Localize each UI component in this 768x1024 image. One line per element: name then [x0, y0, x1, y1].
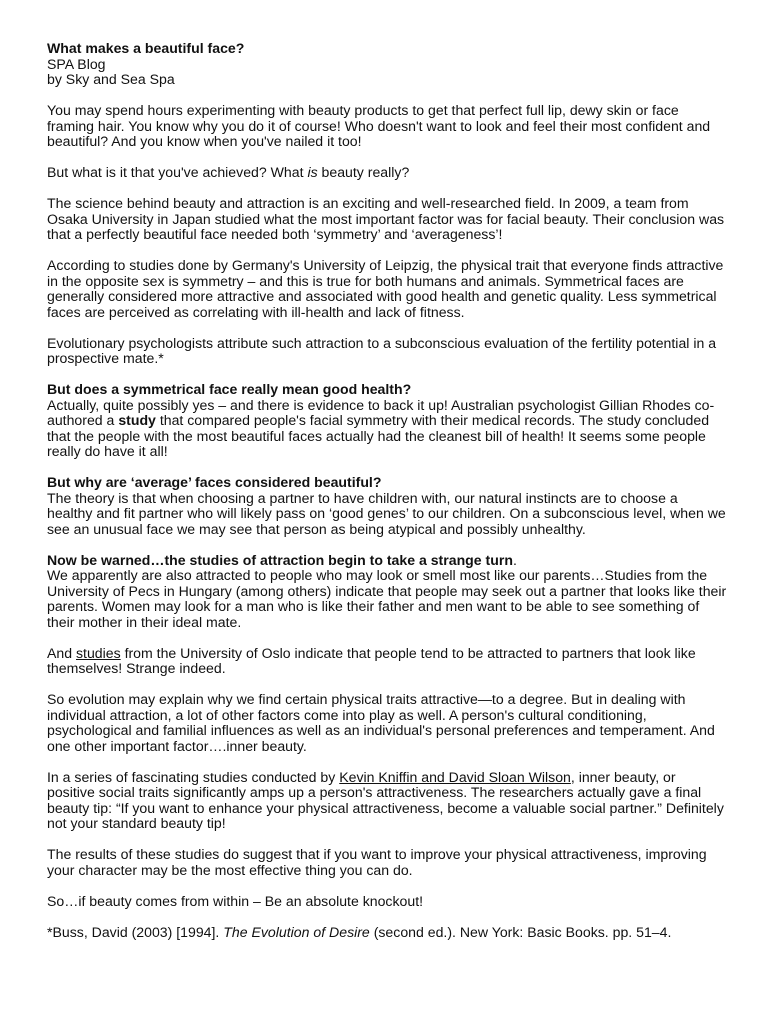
intro-paragraph-4: According to studies done by Germany's University of Leipzig, the physical trait that everyone finds attractive in the opposite sex is symmetry – and this is true for both humans and animals. Symmetrical faces are generally considered more attractive and associated with good health and genetic quality. Less symmetrical faces are perceived as correlating with ill-health and lack of fitness. — [47, 257, 724, 320]
inner-beauty-paragraph — [47, 770, 727, 832]
intro-p2-emphasis: is — [307, 164, 318, 180]
intro-paragraph-1: You may spend hours experimenting with beauty products to get that perfect full lip, dewy skin or face framing hair. You know why you do it of course! Who doesn't want to look and feel their most confident and beautiful? And you know when you've nailed it too! — [47, 102, 711, 149]
inner-beauty-text-b: , inner beauty, or positive social traits significantly amps up a person's attractiveness. The researchers actually gave a final beauty tip: “If you want to enhance your physical attractiveness, become a valuable social partner.” Definitely not your standard beauty tip! — [47, 768, 724, 831]
document-header — [47, 41, 727, 88]
intro-paragraph-5: Evolutionary psychologists attribute such attraction to a subconscious evaluation of the fertility potential in a prospective mate.* — [47, 334, 717, 366]
footnote-text-a: *Buss, David (2003) [1994]. — [47, 923, 224, 940]
section-average — [47, 475, 727, 537]
blog-name: SPA Blog — [47, 55, 106, 72]
oslo-text-b: from the University of Oslo indicate that people tend to be attracted to partners that look like themselves! Strange indeed. — [47, 644, 696, 676]
studies-link[interactable]: studies — [76, 644, 121, 661]
intro-paragraph-3: The science behind beauty and attraction is an exciting and well-researched field. In 2009, a team from Osaka University in Japan studied what the most important factor was for facial beauty. Their conclusion was that a perfectly beautiful face needed both ‘symmetry’ and ‘averageness’! — [47, 195, 725, 242]
intro-p2-text-b: beauty really? — [317, 164, 410, 180]
footnote-text-b: (second ed.). New York: Basic Books. pp. 51–4. — [369, 923, 672, 940]
section-warning-text: We apparently are also attracted to people who may look or smell most like our parents…Studies from the University of Pecs in Hungary (among others) indicate that people may seek out a partner that looks like their parents. Women may look for a man who is like their father and men want to be able to see something of their mother in their ideal mate. — [47, 567, 727, 630]
section-average-text: The theory is that when choosing a partner to have children with, our natural instincts are to choose a healthy and fit partner who will likely pass on ‘good genes’ to our children. On a subconscious level, when we see an unusual face we may see that person as being atypical and possibly unhealthy. — [47, 489, 726, 537]
section-symmetry-heading: But does a symmetrical face really mean good health? — [47, 381, 412, 397]
oslo-paragraph — [47, 646, 727, 677]
section-warning-heading: Now be warned…the studies of attraction begin to take a strange turn — [47, 551, 513, 568]
inner-beauty-text-a: In a series of fascinating studies conducted by — [47, 768, 340, 785]
author-line: by Sky and Sea Spa — [47, 71, 175, 87]
section-symmetry — [47, 382, 727, 460]
study-bold-link: study — [118, 412, 156, 428]
intro-paragraph-2 — [47, 165, 727, 181]
kniffin-wilson-link[interactable]: Kevin Kniffin and David Sloan Wilson — [339, 768, 571, 785]
results-paragraph: The results of these studies do suggest that if you want to improve your physical attractiveness, improving your character may be the most effective thing you can do. — [47, 846, 707, 878]
section-symmetry-text-a: Actually, quite possibly yes – and there is evidence to back it up! Australian psychologist Gillian Rhodes co-authored a — [47, 396, 715, 428]
page-title: What makes a beautiful face? — [47, 40, 245, 56]
oslo-text-a: And — [47, 644, 76, 661]
intro-p2-text-a: But what is it that you've achieved? What — [47, 164, 308, 180]
section-symmetry-text-b: that compared people's facial symmetry with their medical records. The study concluded that the people with the most beautiful faces actually had the cleanest bill of health! It seems some people really do have it all! — [47, 412, 710, 459]
section-average-heading: But why are ‘average’ faces considered beautiful? — [47, 474, 382, 490]
closing-line: So…if beauty comes from within – Be an absolute knockout! — [47, 892, 424, 909]
footnote-book-title: The Evolution of Desire — [223, 923, 370, 940]
document-page — [47, 41, 727, 940]
evolution-paragraph: So evolution may explain why we find certain physical traits attractive—to a degree. But in dealing with individual attraction, a lot of other factors come into play as well. A person's cultural conditioning, psychological and familial influences as well as an individual's personal preferences and temperament. And one other important factor….inner beauty. — [47, 691, 715, 754]
section-warning — [47, 553, 727, 631]
section-warning-heading-end: . — [512, 551, 517, 568]
footnote — [47, 925, 727, 941]
